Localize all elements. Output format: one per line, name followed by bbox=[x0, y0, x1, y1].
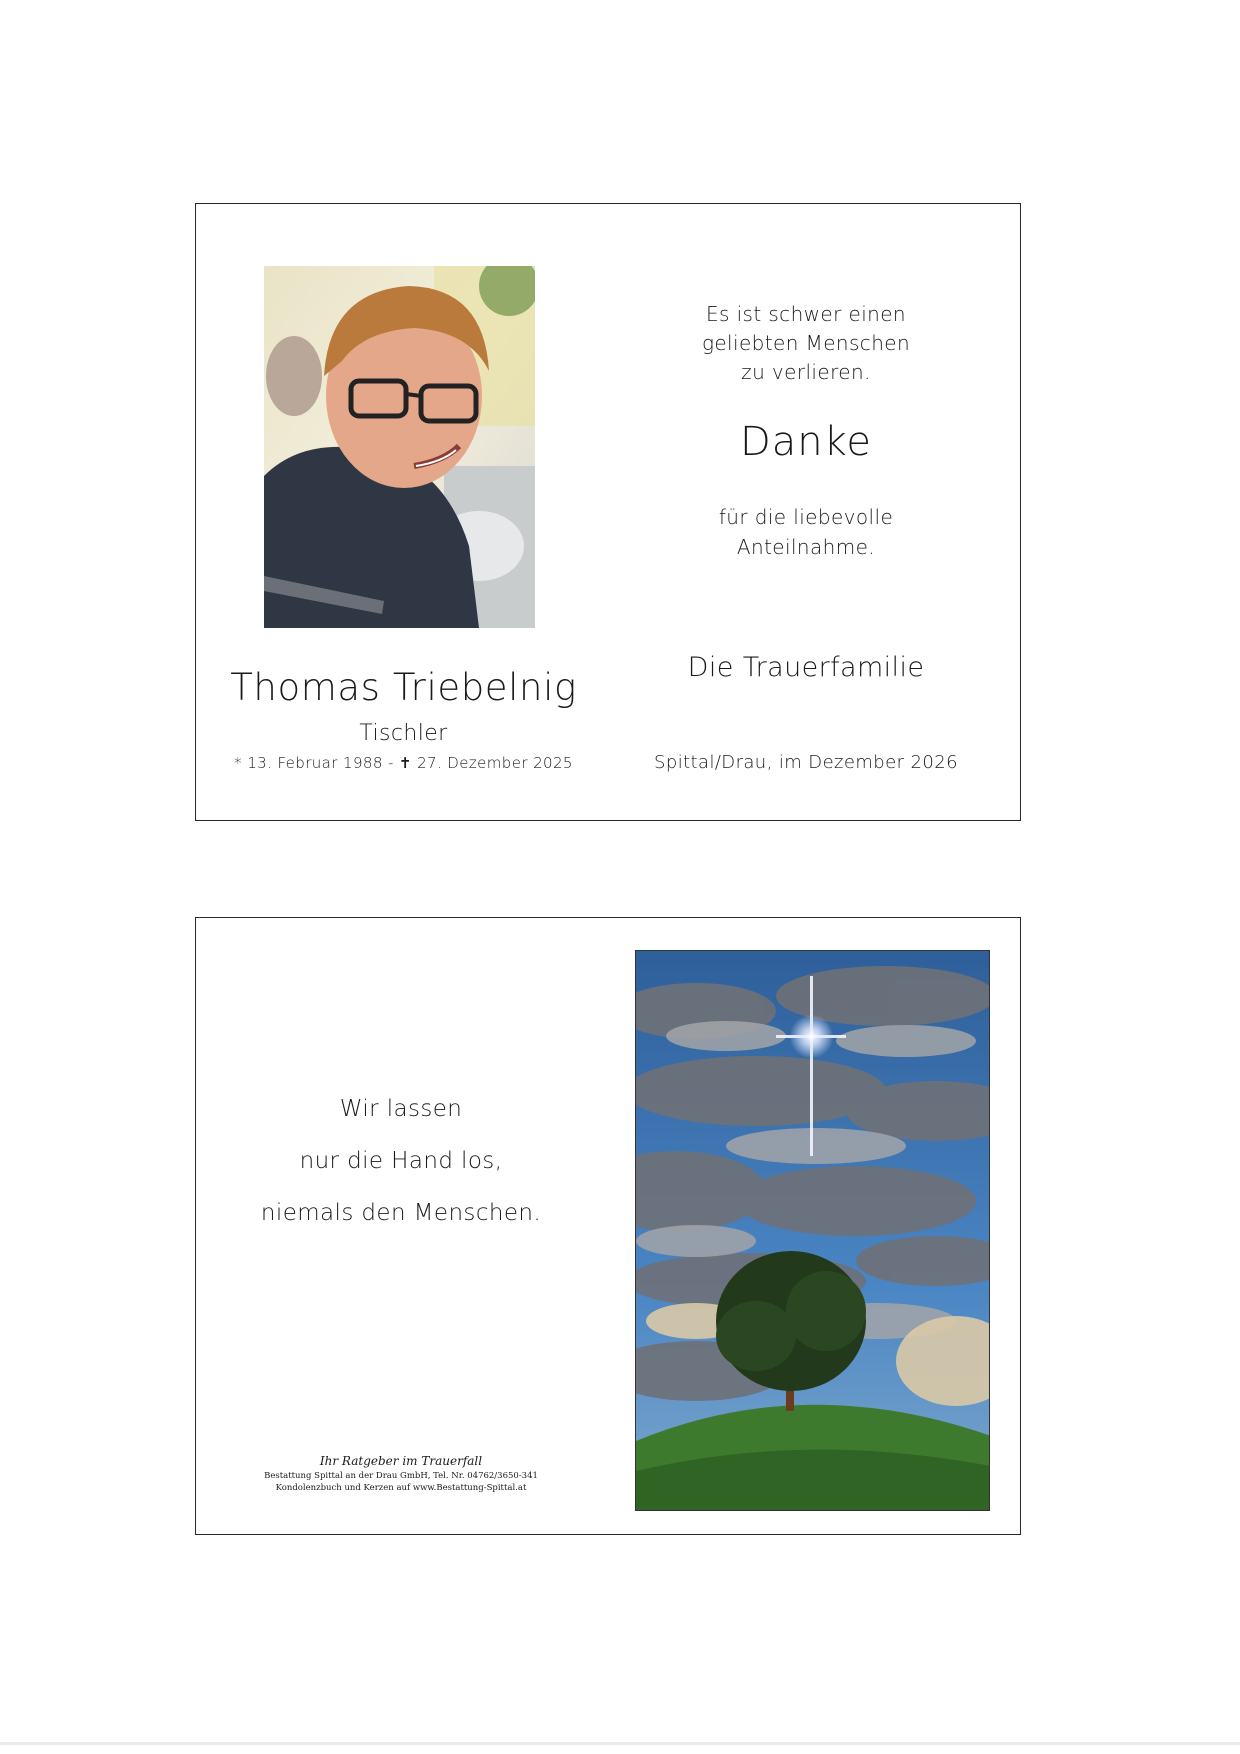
portrait-illustration bbox=[264, 266, 535, 628]
scan-edge bbox=[0, 1742, 1240, 1745]
danke-heading: Danke bbox=[739, 419, 872, 465]
poem-line: niemals den Menschen. bbox=[260, 1200, 542, 1226]
family-signature: Die Trauerfamilie bbox=[687, 652, 925, 683]
thank-you-card-front bbox=[195, 203, 1021, 821]
undertaker-contact: Bestattung Spittal an der Drau GmbH, Tel. Nr. 04762/3650-341 bbox=[264, 1471, 538, 1481]
occupation: Tischler bbox=[359, 721, 448, 746]
thanks-line: für die liebevolle bbox=[718, 505, 894, 529]
thank-you-card-back bbox=[195, 917, 1021, 1535]
undertaker-website: Kondolenzbuch und Kerzen auf www.Bestattung-Spittal.at bbox=[275, 1483, 527, 1493]
portrait-photo bbox=[264, 266, 535, 628]
quote-line: Es ist schwer einen bbox=[705, 302, 907, 326]
quote-line: geliebten Menschen bbox=[701, 331, 911, 355]
place-date: Spittal/Drau, im Dezember 2026 bbox=[654, 752, 958, 773]
thanks-text bbox=[666, 502, 946, 562]
life-dates: * 13. Februar 1988 - ✝ 27. Dezember 2025 bbox=[234, 754, 573, 772]
thanks-line: Anteilnahme. bbox=[736, 535, 876, 559]
deceased-name: Thomas Triebelnig bbox=[230, 666, 577, 709]
tree-sky-image bbox=[635, 950, 990, 1511]
poem-text bbox=[236, 1083, 566, 1239]
poem-line: Wir lassen bbox=[339, 1096, 463, 1122]
poem-line: nur die Hand los, bbox=[299, 1148, 503, 1174]
undertaker-imprint bbox=[236, 1453, 566, 1494]
quote-text bbox=[666, 300, 946, 387]
tree-sky-illustration bbox=[636, 951, 990, 1511]
quote-line: zu verlieren. bbox=[741, 360, 871, 384]
undertaker-slogan: Ihr Ratgeber im Trauerfall bbox=[319, 1454, 483, 1468]
